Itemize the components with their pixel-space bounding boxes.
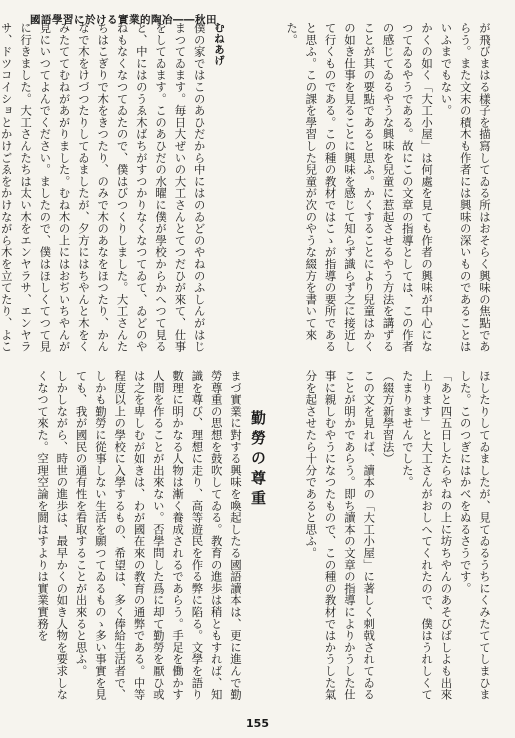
- running-header: 國語學習に於ける實業的陶冶――秋田: [30, 14, 217, 26]
- composition-title: むねあげ: [213, 22, 225, 66]
- paragraph: ほしたりしてゐましたが、見てゐるうちにくみたててしまひました。このつぎにはかべをぬるさうです。: [458, 370, 492, 701]
- paragraph: しかしながら、時世の進歩は、最早かくの如き人物を要求しなくなつて來た。空理空論を鬪はすよりは實業實務を: [36, 370, 70, 701]
- paragraph: かくの如く「大工小屋」は何處を見ても作者の興味が中心になつてゐるやうである。故にこの文章の指導としては、この作者の感じてゐるやうな興味を兒童に惹起させるやう方法を講ずることが其の要點であると思ふ。かくすることにより兒童はかくの如き仕事を見ることに興味を感じて知らず識らず之に接近して行くものである。この種の教材ではこゝが指導の要所であると思ふ。この課を學習した兒童が次のやうな綴方を書いて來た。: [285, 22, 435, 353]
- paragraph: が飛びまはる樣子を描寫してゐる所はおそらく興味の焦點であらう。また文末の積木も作者には興味の深いものであることはいふまでもない。: [439, 22, 492, 353]
- lower-left-text-block: [14, 370, 245, 710]
- lower-right-text-block: [267, 370, 494, 710]
- upper-right-text-block: [230, 22, 494, 362]
- paragraph: この文を見れば、讀本の「大工小屋」に著しく刺戟されてゐることが明かであらう。即ち讀本の文章の指導によりかうした仕事に親しむやうになつたもので、この種の教材ではかうした氣分を起させたら十分であると思ふ。: [304, 370, 377, 701]
- page-number: 155: [246, 717, 269, 730]
- citation: （綴方新學習法）: [381, 370, 396, 465]
- paragraph: まづ實業に對する興味を喚起したる國語讀本は、更に進んで勤勞尊重の思想を鼓吹してゐる。教育の進歩は稍ともすれば、知識を尊び、理想に走り、高等遊民を作る弊に陷る。文學を語り數理に明かなる人物は漸く養成されるであらう。手足を働かす人間を作ることが出來ない。否學問した爲に却て勤勞を厭ひ或は之を卑しむが如きは、わが國在來の教育の通弊である。中等程度以上の學校に入學するもの、希望は、多く俸給生活者で、しかも勤勞に從事しない生活を願つてゐるものゝ多い事實を見ても、我が國民の通有性を看取することが出來ると思ふ。: [74, 370, 243, 701]
- upper-left-text-block: [0, 22, 228, 362]
- section-heading: 勤勞の尊重: [249, 410, 267, 510]
- paragraph: 「あと四五日したらやねの上に坊ちやんのあそびばしよも出來上ります」と大工さんがおしへてくれたので、僕はうれしくてたまりませんでした。: [400, 370, 454, 701]
- paragraph: 僕の家ではこのあひだから中にはのゐどのやねのふしんがはじまつてゐます。毎日大ぜいの大工さんとてつだひが來て、仕事をしてゐます。このあひだの水曜に僕が學校からかへつて見ると、中にはのうゑ木ばちがすつかりなくなつてゐて、ゐどのやねもなくなつてゐたので、僕はびつくりしました。大工さんたちはこぎりで木をきつたり、のみで木のあなをほつたり、かんなで木をけづつたりしてゐましたが、夕方にはちやんと木をくみたててむねがあがりました。むね木の上にはおぢいちやんが見にいつてよんでください。ましたので、僕はほしくてつて見に行きました。大工さんたちは太い木をエンヤラサ、エンヤラサ、ドツコイショとかけごゑをかけながら木を立てたり、よこ: [0, 22, 207, 353]
